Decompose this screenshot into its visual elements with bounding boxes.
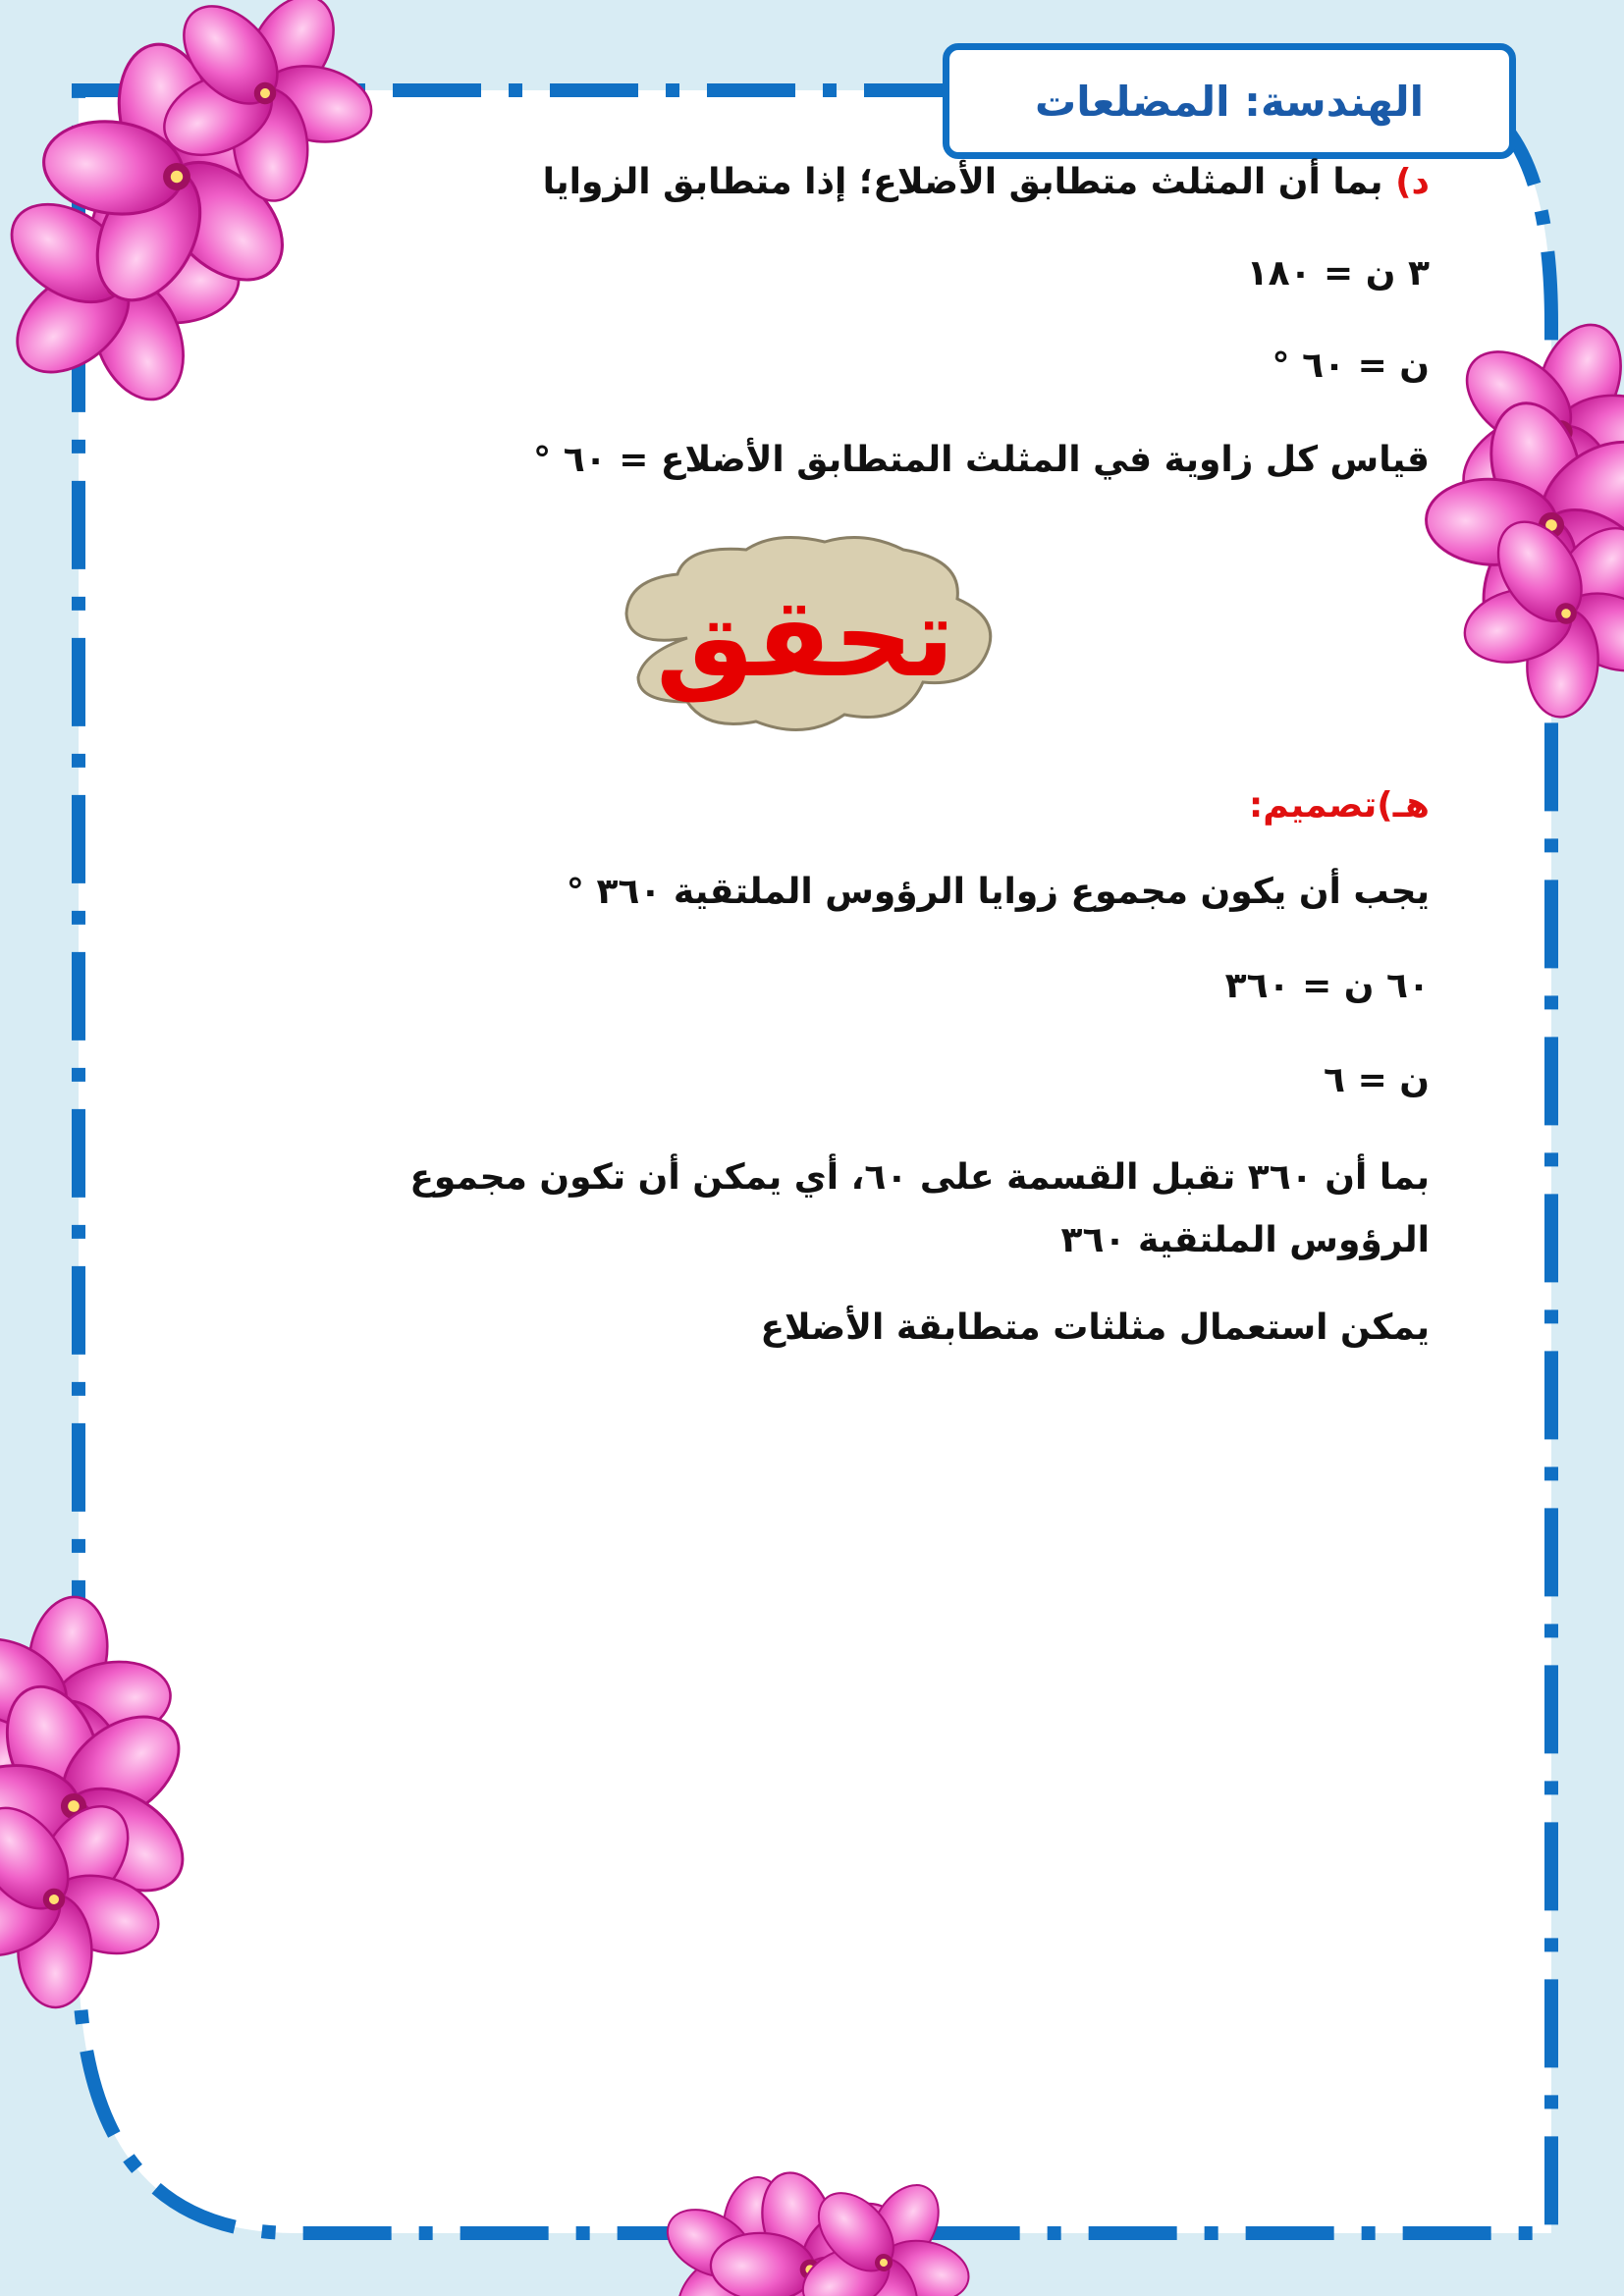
part-e-label: هـ)تصميم: <box>1248 785 1430 826</box>
part-e-equation-1: ٦٠ ن = ٣٦٠ <box>1224 966 1430 1006</box>
header-box <box>943 43 1516 159</box>
part-e-line-1: يجب أن يكون مجموع زوايا الرؤوس الملتقية ٣٦٠ ° <box>566 872 1430 912</box>
part-d-equation-2: ن = ٦٠ ° <box>1272 346 1430 386</box>
page-title: الهندسة: المضلعات <box>1034 77 1425 126</box>
part-e-paragraph: بما أن ٣٦٠ تقبل القسمة على ٦٠، أي يمكن أن تكون مجموع الرؤوس الملتقية ٣٦٠ <box>409 1157 1430 1260</box>
part-d-equation-1: ٣ ن = ١٨٠ <box>1246 253 1430 294</box>
part-e-equation-2: ن = ٦ <box>1324 1060 1430 1100</box>
check-label: تحقق <box>655 574 955 702</box>
part-d-intro <box>543 162 1430 202</box>
part-d-conclusion: قياس كل زاوية في المثلث المتطابق الأضلاع = ٦٠ ° <box>533 440 1430 480</box>
part-d-label: د) <box>1395 162 1430 202</box>
part-e-final: يمكن استعمال مثلثات متطابقة الأضلاع <box>760 1308 1430 1348</box>
part-d-intro-text: بما أن المثلث متطابق الأضلاع؛ إذا متطابق الزوايا <box>542 162 1396 202</box>
